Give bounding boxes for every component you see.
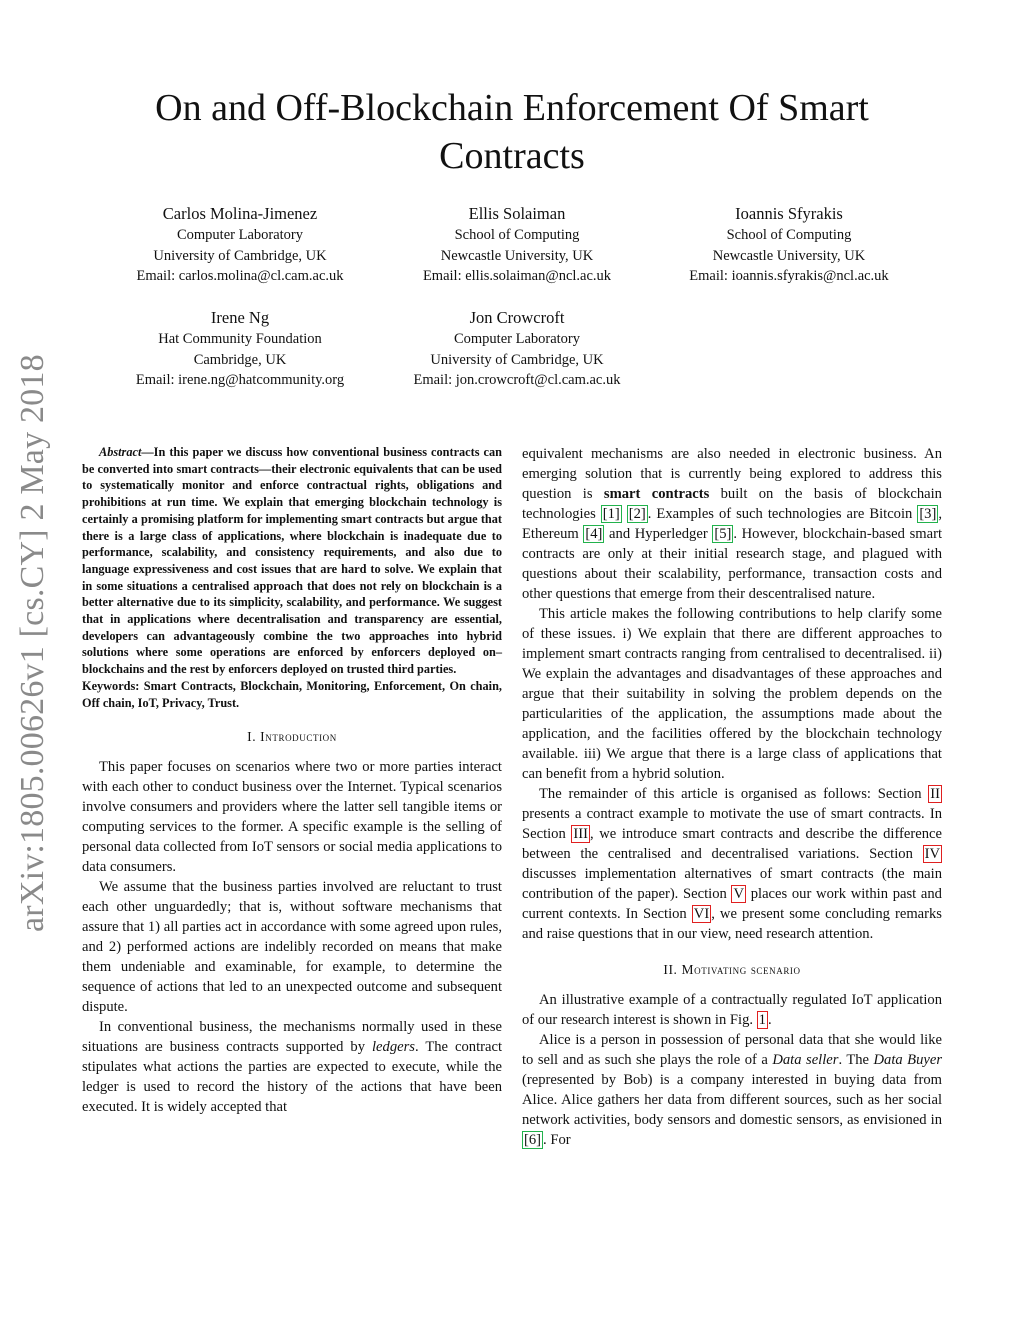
author-email: Email: ioannis.sfyrakis@ncl.ac.uk <box>689 268 889 284</box>
arxiv-stamp: arXiv:1805.00626v1 [cs.CY] 2 May 2018 <box>14 354 51 932</box>
text-run: discusses implementation alternatives of smart contracts (the main contribution of the paper). Section <box>522 866 942 902</box>
text-run: An illustrative example of a contractually regulated IoT application of our research interest is shown in Fig. <box>522 992 942 1028</box>
paragraph <box>82 1017 502 1117</box>
author-inst: Newcastle University, UK <box>712 247 866 264</box>
text-run: presents a contract example to motivate the use of smart contracts. In Section <box>522 806 942 842</box>
text-run: (represented by Bob) is a company interested in buying data from Alice. Alice gathers her data from different sources, such as her social network activities, body sensors and domestic sensors, as envisioned in <box>522 1072 942 1128</box>
paragraph <box>522 990 942 1030</box>
text-run: , we present some concluding remarks and raise questions that in our view, need research attention. <box>522 906 942 942</box>
paper-title: On and Off-Blockchain Enforcement Of Smart Contracts <box>155 87 869 177</box>
citation-link[interactable]: [4] <box>585 526 603 542</box>
author-name: Jon Crowcroft <box>469 308 565 327</box>
abstract <box>82 444 502 678</box>
paragraph: This paper focuses on scenarios where two or more parties interact with each other to conduct business over the Internet. Typical scenarios involve consumers and providers where the latter sell tangible items or computing services to the former. A specific example is the selling of personal data collected from IoT sensors or social media applications to data consumers. <box>82 759 502 876</box>
citation-link[interactable]: [5] <box>714 526 732 542</box>
text-run: , Ethereum <box>522 506 942 542</box>
emphasis: Data seller <box>772 1052 839 1068</box>
author-email: Email: ellis.solaiman@ncl.ac.uk <box>422 268 612 284</box>
text-run: and Hyperledger <box>604 526 713 542</box>
abstract-label: Abstract <box>99 445 142 459</box>
author-dept: School of Computing <box>726 227 852 243</box>
author-block <box>105 306 375 391</box>
author-dept: Computer Laboratory <box>453 331 581 347</box>
emphasis: ledgers <box>371 1039 415 1056</box>
citation-link[interactable]: [2] <box>628 506 646 522</box>
section-title: Introduction <box>260 729 337 745</box>
section-title: Motivating scenario <box>681 962 801 977</box>
emphasis: smart contracts <box>603 486 710 502</box>
text-run: built on the basis of blockchain technologies <box>522 486 942 522</box>
author-name: Ellis Solaiman <box>468 204 566 223</box>
text-run: The remainder of this article is organised as follows: Section <box>539 786 929 802</box>
paragraph <box>522 784 942 944</box>
section-ref-link[interactable]: VI <box>693 906 710 922</box>
right-column <box>522 444 942 1150</box>
citation-link[interactable]: [6] <box>524 1132 542 1148</box>
emphasis: Data Buyer <box>873 1052 943 1068</box>
author-block <box>105 202 375 287</box>
text-run: In conventional business, the mechanisms normally used in these situations are business contracts supported by <box>82 1019 502 1056</box>
text-run: . The contract stipulates what actions the parties are expected to execute, while the ledger is used to record the history of the actions that have been executed. It is widely accepted that <box>82 1039 502 1116</box>
author-dept: School of Computing <box>454 227 580 243</box>
text-run: . <box>767 1012 772 1028</box>
text-run: , we introduce smart contracts and describe the difference between the centralised and decentralised variations. Section <box>522 826 942 862</box>
author-dept: Computer Laboratory <box>176 227 304 243</box>
author-name: Ioannis Sfyrakis <box>735 204 843 223</box>
text-run: Alice is a person in possession of personal data that she would like to sell and as such she plays the role of a <box>522 1032 942 1068</box>
author-email: Email: carlos.molina@cl.cam.ac.uk <box>136 268 344 284</box>
author-inst: Cambridge, UK <box>193 351 287 368</box>
text-run: equivalent mechanisms are also needed in electronic business. An emerging solution that is currently being explored to address this question is <box>522 446 942 502</box>
figure-ref-link[interactable]: 1 <box>758 1012 766 1028</box>
section-ref-link[interactable]: IV <box>924 846 940 862</box>
text-run: places our work within past and current contexts. In Section <box>522 886 942 922</box>
text-run: . However, blockchain-based smart contracts are only at their initial research stage, and plagued with questions about their scalability, performance, transaction costs and other questions that emerge from their descentralised nature. <box>522 526 942 602</box>
author-inst: Newcastle University, UK <box>440 247 594 264</box>
section-heading <box>82 727 502 747</box>
section-ref-link[interactable]: II <box>930 786 940 802</box>
paragraph <box>522 1030 942 1150</box>
section-heading <box>522 960 942 980</box>
section-ref-link[interactable]: III <box>573 826 588 842</box>
author-name: Irene Ng <box>210 308 270 327</box>
paragraph: This article makes the following contributions to help clarify some of these issues. i) We explain that there are different approaches to implement smart contracts ranging from centralised to decentralised. ii) We explain the advantages and disadvantages of these approaches and argue that their suitability in solving the problem depends on the particularities of the application, the assumptions made about the application, and the facilities offered by the blockchain technology available. iii) We argue that there is a large class of applications that can benefit from a hybrid solution. <box>522 606 942 782</box>
author-inst: University of Cambridge, UK <box>430 351 604 368</box>
author-name: Carlos Molina-Jimenez <box>162 204 318 223</box>
abstract-text: —In this paper we discuss how conventional business contracts can be converted into smart contracts—their electronic equivalents that can be used to systematically monitor and enforce contractual rights, obligations and prohibitions at run time. We explain that emerging blockchain technology is certainly a promising platform for implementing smart contracts but argue that there is a large class of applications, where blockchain is inadequate due to performance, scalability, and consistency requirements, and also due to language expressiveness and cost issues that are hard to solve. We explain that in some situations a centralised approach that does not rely on blockchain is a better alternative due to its simplicity, scalability, and performance. We suggest that in applications where decentralisation and transparency are essential, developers can advantageously combine the two approaches into hybrid solutions where some operations are enforced by enforcers deployed on–blockchains and the rest by enforcers deployed on trusted third parties. <box>82 445 502 677</box>
paragraph <box>522 444 942 604</box>
author-block <box>660 202 918 287</box>
section-number: I. <box>247 729 257 745</box>
keywords: Keywords: Smart Contracts, Blockchain, Monitoring, Enforcement, On chain, Off chain, IoT, Privacy, Trust. <box>82 678 502 710</box>
author-inst: University of Cambridge, UK <box>153 247 327 264</box>
author-email: Email: jon.crowcroft@cl.cam.ac.uk <box>413 372 621 388</box>
author-email: Email: irene.ng@hatcommunity.org <box>135 372 345 388</box>
author-block <box>382 306 652 391</box>
paragraph: We assume that the business parties involved are reluctant to trust each other unguardedly; that is, without software mechanisms that assure that 1) all parties act in accordance with some agreed upon rules, and 2) performed actions are indelibly recorded on means that make them undeniable and examinable, for example, to determine the sequence of actions that led to an unexpected outcome and subsequent dispute. <box>82 879 502 1016</box>
citation-link[interactable]: [3] <box>919 506 937 522</box>
citation-link[interactable]: [1] <box>602 506 620 522</box>
author-dept: Hat Community Foundation <box>158 331 322 347</box>
left-column <box>82 444 502 1117</box>
text-run: . Examples of such technologies are Bitcoin <box>647 506 918 522</box>
author-block <box>392 202 642 287</box>
section-number: II. <box>663 962 678 977</box>
text-run: . The <box>838 1052 874 1068</box>
text-run: . For <box>543 1132 571 1148</box>
section-ref-link[interactable]: V <box>733 886 745 902</box>
